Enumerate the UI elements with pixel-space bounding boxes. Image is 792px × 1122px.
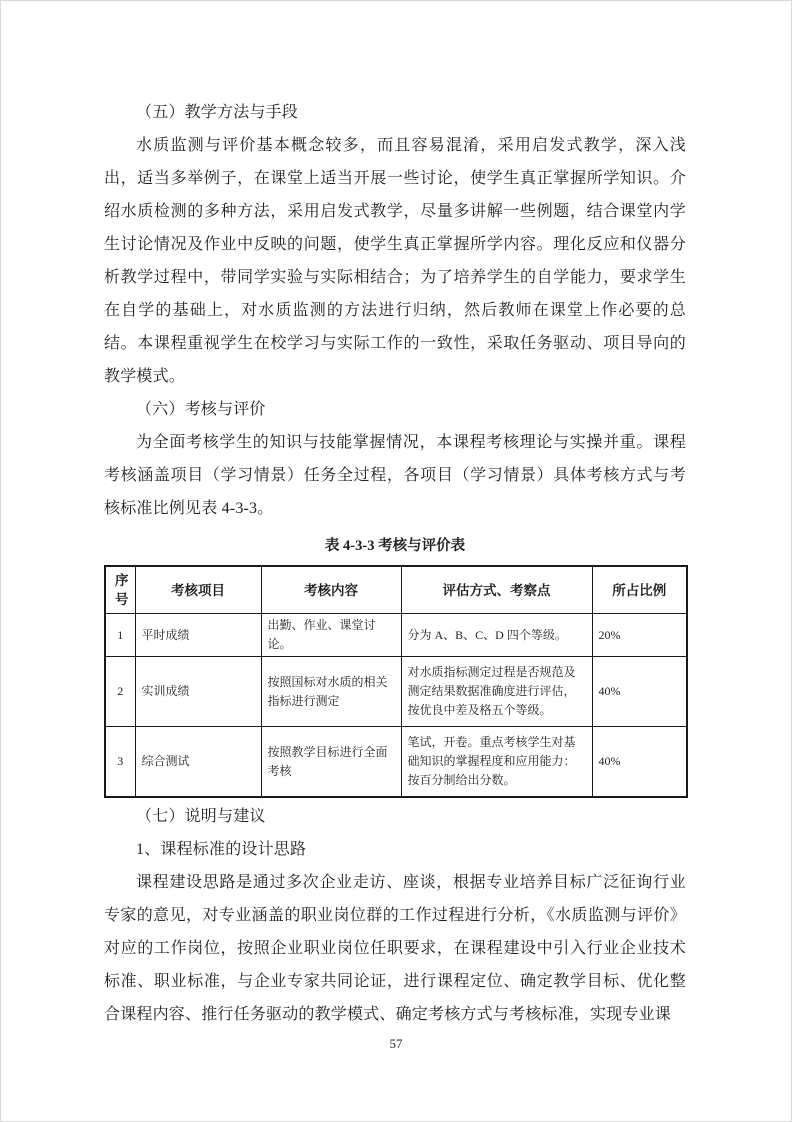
document-body	[104, 96, 686, 1031]
table-cell: 1	[105, 614, 135, 657]
table-row	[105, 657, 687, 727]
para-assessment-intro: 为全面考核学生的知识与技能掌握情况，本课程考核理论与实操并重。课程考核涵盖项目（学习情景）任务全过程，各项目（学习情景）具体考核方式与考核标准比例见表 4-3-3。	[104, 434, 686, 517]
table-header-cell: 所占比例	[592, 566, 687, 614]
table-cell: 笔试，开卷。重点考核学生对基础知识的掌握程度和应用能力：按百分制给出分数。	[401, 727, 592, 798]
table-header-cell: 考核内容	[261, 566, 401, 614]
table-cell: 平时成绩	[135, 614, 261, 657]
table-cell: 实训成绩	[135, 657, 261, 727]
table-header-cell: 评估方式、考察点	[401, 566, 592, 614]
table-cell: 分为 A、B、C、D 四个等级。	[401, 614, 592, 657]
assessment-table-caption: 表 4-3-3 考核与评价表	[324, 538, 466, 554]
table-cell: 出勤、作业、课堂讨论。	[261, 614, 401, 657]
table-header-cell: 序号	[105, 566, 135, 614]
table-row	[105, 727, 687, 798]
table-cell: 按照国标对水质的相关指标进行测定	[261, 657, 401, 727]
heading-assessment: （六）考核与评价	[136, 401, 266, 418]
table-cell: 综合测试	[135, 727, 261, 798]
table-cell: 40%	[592, 657, 687, 727]
assessment-table	[104, 565, 688, 798]
table-cell: 2	[105, 657, 135, 727]
table-header-row	[105, 566, 687, 614]
table-cell: 3	[105, 727, 135, 798]
table-cell: 20%	[592, 614, 687, 657]
para-teaching-methods: 水质监测与评价基本概念较多，而且容易混淆，采用启发式教学，深入浅出，适当多举例子，在课堂上适当开展一些讨论，使学生真正掌握所学知识。介绍水质检测的多种方法，采用启发式教学，尽量多讲解一些例题，结合课堂内学生讨论情况及作业中反映的问题，使学生真正掌握所学内容。理化反应和仪器分析教学过程中，带同学实验与实际相结合；为了培养学生的自学能力，要求学生在自学的基础上，对水质监测的方法进行归纳，然后教师在课堂上作必要的总结。本课程重视学生在校学习与实际工作的一致性，采取任务驱动、项目导向的教学模式。	[104, 137, 686, 385]
para-design-approach: 课程建设思路是通过多次企业走访、座谈，根据专业培养目标广泛征询行业专家的意见，对专业涵盖的职业岗位群的工作过程进行分析，《水质监测与评价》对应的工作岗位，按照企业职业岗位任职要求，在课程建设中引入行业企业技术标准、职业标准，与企业专家共同论证，进行课程定位、确定教学目标、优化整合课程内容、推行任务驱动的教学模式、确定考核方式与考核标准，实现专业课	[104, 874, 686, 1023]
heading-notes-suggestions: （七）说明与建议	[136, 808, 266, 825]
table-cell: 按照教学目标进行全面考核	[261, 727, 401, 798]
table-row	[105, 614, 687, 657]
table-header-cell: 考核项目	[135, 566, 261, 614]
table-cell: 对水质指标测定过程是否规范及测定结果数据准确度进行评估，按优良中差及格五个等级。	[401, 657, 592, 727]
heading-teaching-methods: （五）教学方法与手段	[136, 104, 299, 121]
heading-design-approach: 1、课程标准的设计思路	[136, 841, 307, 858]
table-cell: 40%	[592, 727, 687, 798]
page-number: 57	[389, 1036, 403, 1051]
